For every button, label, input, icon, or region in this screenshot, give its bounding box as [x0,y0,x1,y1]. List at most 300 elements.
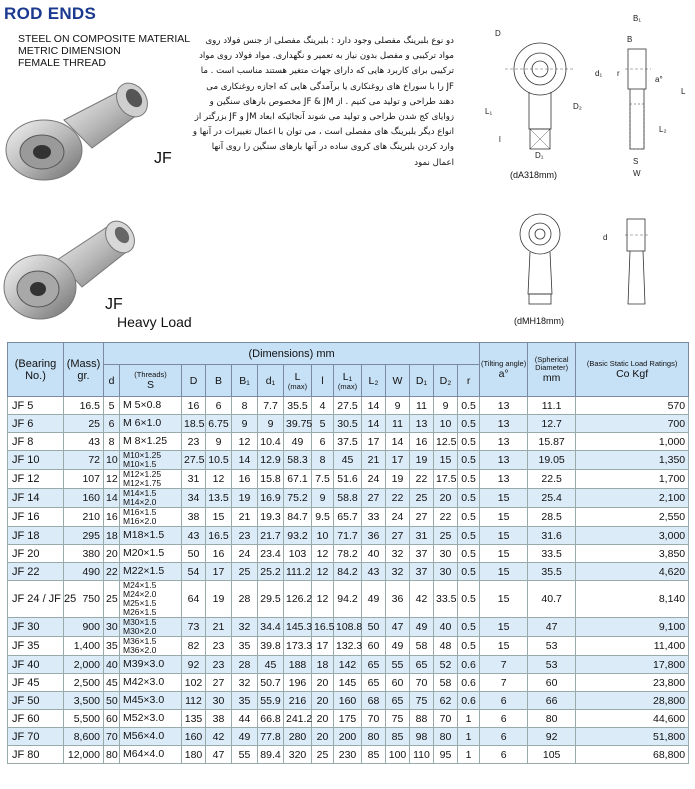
cell-D: 16 [182,397,206,415]
thread-size: M24×2.0 [123,589,157,599]
header-L [284,365,312,397]
cell-mass: 72 [64,451,104,470]
cell-B: 6.75 [206,415,232,433]
cell-D1: 27 [410,508,434,527]
cell-no: JF 80 [8,746,64,764]
table-row [8,433,689,451]
cell-co: 51,800 [576,728,689,746]
cell-D2: 40 [434,618,458,637]
cell-L: 126.2 [284,581,312,618]
cell-B1: 32 [232,674,258,692]
cell-L1: 175 [334,710,362,728]
cell-W: 11 [386,415,410,433]
cell-l: 7.5 [312,470,334,489]
thread-size: M16×2.0 [123,516,157,526]
cell-mass: 2,000 [64,656,104,674]
cell-L: 280 [284,728,312,746]
dim-label-S: S [633,157,639,166]
cell-threads [120,545,182,563]
cell-L2: 60 [362,637,386,656]
cell-B: 23 [206,637,232,656]
cell-d: 40 [104,656,120,674]
cell-d: 14 [104,489,120,508]
cell-D: 18.5 [182,415,206,433]
cell-D2: 58 [434,674,458,692]
thread-size: M25×1.5 [123,598,157,608]
header-L1-sub: (max) [337,381,358,391]
header-dimensions: (Dimensions) mm [104,343,480,365]
thread-size: M30×2.0 [123,626,157,636]
cell-D: 27.5 [182,451,206,470]
cell-B: 9 [206,433,232,451]
header-L1 [334,365,362,397]
cell-l: 8 [312,451,334,470]
cell-D1: 16 [410,433,434,451]
cell-l: 20 [312,674,334,692]
cell-W: 75 [386,710,410,728]
cell-D2: 17.5 [434,470,458,489]
header-d: d [104,365,120,397]
cell-threads [120,470,182,489]
cell-sph: 11.1 [528,397,576,415]
cell-d1: 29.5 [258,581,284,618]
cell-d1: 15.8 [258,470,284,489]
cell-D: 38 [182,508,206,527]
cell-threads [120,710,182,728]
cell-D2: 9 [434,397,458,415]
cell-B1: 25 [232,563,258,581]
header-L2: L₂ [362,365,386,397]
cell-no: JF 70 [8,728,64,746]
dim-label-a: a° [655,75,663,84]
cell-W: 36 [386,581,410,618]
cell-mass: 43 [64,433,104,451]
header-L1-text: L₁ [342,370,353,383]
header-threads [120,365,182,397]
cell-B1: 23 [232,527,258,545]
table-row [8,415,689,433]
cell-D: 50 [182,545,206,563]
cell-a: 7 [480,656,528,674]
cell-D1: 37 [410,563,434,581]
cell-r: 0.5 [458,415,480,433]
cell-D: 34 [182,489,206,508]
cell-D: 54 [182,563,206,581]
cell-L: 35.5 [284,397,312,415]
spec-table-body [8,397,689,764]
cell-d: 45 [104,674,120,692]
cell-mass: 750 [64,581,104,618]
cell-r: 0.6 [458,692,480,710]
cell-D: 73 [182,618,206,637]
cell-d: 60 [104,710,120,728]
cell-L2: 40 [362,545,386,563]
cell-l: 9.5 [312,508,334,527]
cell-l: 18 [312,656,334,674]
dim-label-l: l [499,135,501,144]
cell-L2: 14 [362,415,386,433]
thread-size: M30×1.5 [123,617,157,627]
table-row [8,728,689,746]
thread-size: M10×1.25 [123,450,162,460]
dim-label-L2: L₂ [659,125,667,134]
cell-sph: 22.5 [528,470,576,489]
header-spherical-text: (Spherical Diameter) [534,354,569,372]
cell-threads [120,618,182,637]
header-L-sub: (max) [287,381,308,391]
cell-threads [120,637,182,656]
spec-table [7,342,689,764]
cell-co: 8,140 [576,581,689,618]
cell-D1: 75 [410,692,434,710]
cell-D2: 30 [434,563,458,581]
dim-label-L1: L₁ [485,107,493,116]
header-L-text: L [294,370,301,383]
cell-no: JF 16 [8,508,64,527]
cell-r: 0.5 [458,508,480,527]
thread-size: M14×2.0 [123,497,157,507]
cell-r: 0.5 [458,527,480,545]
cell-mass: 16.5 [64,397,104,415]
description-text: دو نوع بلبرینگ مفصلی وجود دارد : بلبرینگ مفصلی از جنس فولاد روی مواد ترکیبی و مفصل بدون نیاز به تعمیر و نگهداری. مواد فولاد روی مواد ترکیبی برای کاربرد هایی که دارای جهات متغیر هستند مناسب است . ما JF را با سوراخ های روغنکاری یا برآمدگی هایی که اجازه روغنکاری می دهند طراحی و تولید می کنیم . از JF & JM مخصوص بارهای سنگین و زوایای کج شدن طراحی و تولید می شوند آنجائیکه ابعاد JM و JF بزرگتر از انواع دیگر بلبرینگ های مفصلی است ، می توان با اعمال تغییرات در آنها و وارد کردن بلبرینگ های کروی ساده در آنها بارهای سنگین را روی آنها اعمال نمود [192,36,454,168]
cell-l: 5 [312,415,334,433]
cell-B1: 28 [232,581,258,618]
cell-D2: 12.5 [434,433,458,451]
table-row [8,527,689,545]
cell-co: 28,800 [576,692,689,710]
cell-L1: 45 [334,451,362,470]
cell-D1: 65 [410,656,434,674]
cell-d: 30 [104,618,120,637]
cell-d: 18 [104,527,120,545]
cell-B1: 44 [232,710,258,728]
table-row [8,618,689,637]
cell-mass: 25 [64,415,104,433]
page-title: ROD ENDS [4,4,97,23]
cell-B: 47 [206,746,232,764]
cell-L1: 108.8 [334,618,362,637]
cell-L: 320 [284,746,312,764]
cell-co: 11,400 [576,637,689,656]
cell-L2: 36 [362,527,386,545]
cell-L: 145.3 [284,618,312,637]
cell-d1: 34.4 [258,618,284,637]
header-tilting-symbol: a° [498,367,509,380]
cell-L: 103 [284,545,312,563]
cell-L1: 37.5 [334,433,362,451]
cell-a: 15 [480,508,528,527]
cell-D2: 70 [434,710,458,728]
cell-L2: 65 [362,674,386,692]
dim-label-D1: D₁ [535,151,544,160]
cell-L1: 84.2 [334,563,362,581]
header-mass: (Mass) gr. [64,343,104,397]
cell-l: 12 [312,545,334,563]
cell-D1: 13 [410,415,434,433]
header-B: B [206,365,232,397]
cell-mass: 210 [64,508,104,527]
cell-sph: 35.5 [528,563,576,581]
cell-r: 0.5 [458,451,480,470]
cell-sph: 47 [528,618,576,637]
cell-B1: 8 [232,397,258,415]
cell-L1: 27.5 [334,397,362,415]
cell-no: JF 10 [8,451,64,470]
cell-a: 6 [480,746,528,764]
jf-heavy-label: JF [105,296,123,313]
cell-l: 10 [312,527,334,545]
drawing-caption-top: (dA318mm) [510,170,558,180]
thread-size: M 8×1.25 [123,435,168,447]
cell-B: 12 [206,470,232,489]
cell-D1: 22 [410,470,434,489]
cell-d1: 21.7 [258,527,284,545]
cell-B1: 35 [232,637,258,656]
cell-co: 2,550 [576,508,689,527]
table-row [8,470,689,489]
subtitle-line-1: STEEL ON COMPOSITE MATERIAL [18,33,191,45]
header-load-symbol: Co Kgf [616,367,649,380]
cell-d: 25 [104,581,120,618]
cell-B1: 21 [232,508,258,527]
cell-co: 3,850 [576,545,689,563]
cell-B1: 28 [232,656,258,674]
header-spherical-diameter [528,343,576,397]
cell-d1: 12.9 [258,451,284,470]
cell-d: 35 [104,637,120,656]
cell-r: 0.5 [458,545,480,563]
cell-D1: 58 [410,637,434,656]
cell-d: 22 [104,563,120,581]
cell-D2: 25 [434,527,458,545]
cell-r: 0.5 [458,581,480,618]
cell-sph: 31.6 [528,527,576,545]
cell-D1: 110 [410,746,434,764]
cell-mass: 107 [64,470,104,489]
table-row [8,545,689,563]
thread-size: M 6×1.0 [123,417,162,429]
cell-threads [120,674,182,692]
thread-size: M10×1.5 [123,459,157,469]
cell-D2: 95 [434,746,458,764]
cell-L1: 78.2 [334,545,362,563]
cell-a: 13 [480,470,528,489]
cell-B: 23 [206,656,232,674]
cell-D2: 15 [434,451,458,470]
cell-B1: 24 [232,545,258,563]
cell-D1: 11 [410,397,434,415]
cell-threads [120,728,182,746]
cell-sph: 33.5 [528,545,576,563]
cell-L1: 71.7 [334,527,362,545]
cell-B1: 32 [232,618,258,637]
cell-D2: 22 [434,508,458,527]
cell-D1: 31 [410,527,434,545]
thread-size: M52×3.0 [123,712,165,724]
cell-threads [120,692,182,710]
cell-mass: 490 [64,563,104,581]
cell-B: 38 [206,710,232,728]
cell-no: JF 20 [8,545,64,563]
cell-d: 50 [104,692,120,710]
cell-L: 196 [284,674,312,692]
header-D1: D₁ [410,365,434,397]
cell-D2: 30 [434,545,458,563]
cell-co: 1,700 [576,470,689,489]
cell-B: 17 [206,563,232,581]
thread-size: M39×3.0 [123,658,165,670]
thread-size: M16×1.5 [123,507,157,517]
dim-label-D2: D₂ [573,102,582,111]
cell-no: JF 8 [8,433,64,451]
header-tilting-text: (Tilting angle) [481,358,527,368]
cell-r: 0.6 [458,674,480,692]
header-W: W [386,365,410,397]
cell-d1: 55.9 [258,692,284,710]
cell-l: 20 [312,692,334,710]
cell-no: JF 60 [8,710,64,728]
cell-L1: 142 [334,656,362,674]
cell-B: 13.5 [206,489,232,508]
cell-D: 23 [182,433,206,451]
cell-D2: 20 [434,489,458,508]
cell-D: 135 [182,710,206,728]
thread-size: M64×4.0 [123,748,165,760]
cell-d1: 7.7 [258,397,284,415]
cell-d: 10 [104,451,120,470]
table-row [8,674,689,692]
header-tilting-angle [480,343,528,397]
cell-d1: 9 [258,415,284,433]
cell-D: 82 [182,637,206,656]
cell-threads [120,397,182,415]
cell-d: 80 [104,746,120,764]
cell-D2: 52 [434,656,458,674]
cell-L: 173.3 [284,637,312,656]
header-load-rating [576,343,689,397]
rod-end-jf-photo [4,70,154,185]
table-row [8,563,689,581]
cell-co: 1,000 [576,433,689,451]
cell-no: JF 45 [8,674,64,692]
cell-L1: 58.8 [334,489,362,508]
header-d1: d₁ [258,365,284,397]
thread-size: M14×1.5 [123,488,157,498]
cell-W: 14 [386,433,410,451]
cell-L2: 70 [362,710,386,728]
dim-label-W: W [633,169,641,178]
cell-threads [120,433,182,451]
dim-label-d1: d₁ [595,69,603,78]
cell-D1: 19 [410,451,434,470]
table-row [8,692,689,710]
cell-a: 15 [480,489,528,508]
cell-L: 84.7 [284,508,312,527]
cell-D1: 98 [410,728,434,746]
cell-no: JF 14 [8,489,64,508]
cell-a: 6 [480,692,528,710]
cell-L2: 50 [362,618,386,637]
cell-a: 13 [480,433,528,451]
thread-size: M12×1.25 [123,469,162,479]
cell-B1: 19 [232,489,258,508]
header-B1: B₁ [232,365,258,397]
cell-L1: 160 [334,692,362,710]
cell-D2: 80 [434,728,458,746]
cell-r: 1 [458,728,480,746]
cell-threads [120,563,182,581]
cell-l: 16.5 [312,618,334,637]
cell-L2: 24 [362,470,386,489]
thread-size: M 5×0.8 [123,399,162,411]
cell-a: 7 [480,674,528,692]
cell-L1: 145 [334,674,362,692]
thread-size: M12×1.75 [123,478,162,488]
cell-sph: 19.05 [528,451,576,470]
cell-L2: 14 [362,397,386,415]
header-D: D [182,365,206,397]
cell-d: 20 [104,545,120,563]
header-load-text: (Basic Static Load Ratings) [586,358,678,368]
cell-no: JF 5 [8,397,64,415]
cell-W: 47 [386,618,410,637]
thread-size: M22×1.5 [123,565,165,577]
table-row [8,508,689,527]
cell-L1: 94.2 [334,581,362,618]
cell-a: 13 [480,397,528,415]
header-threads-text: (Threads) [134,369,167,379]
cell-l: 25 [312,746,334,764]
cell-D: 102 [182,674,206,692]
cell-W: 9 [386,397,410,415]
cell-l: 9 [312,489,334,508]
cell-B: 6 [206,397,232,415]
cell-a: 13 [480,415,528,433]
cell-L: 49 [284,433,312,451]
cell-d1: 39.8 [258,637,284,656]
table-row [8,489,689,508]
cell-d1: 16.9 [258,489,284,508]
cell-L1: 65.7 [334,508,362,527]
cell-L: 241.2 [284,710,312,728]
cell-B1: 55 [232,746,258,764]
cell-r: 0.5 [458,470,480,489]
dim-label-d: d [603,233,608,242]
cell-L: 93.2 [284,527,312,545]
cell-L1: 132.3 [334,637,362,656]
cell-threads [120,489,182,508]
cell-D2: 10 [434,415,458,433]
cell-d1: 23.4 [258,545,284,563]
table-row [8,656,689,674]
cell-d1: 19.3 [258,508,284,527]
cell-B1: 14 [232,451,258,470]
cell-L2: 85 [362,746,386,764]
cell-D1: 49 [410,618,434,637]
cell-sph: 12.7 [528,415,576,433]
cell-B: 21 [206,618,232,637]
rod-end-jf-heavy-photo [2,205,152,325]
header-D2: D₂ [434,365,458,397]
cell-r: 1 [458,710,480,728]
drawing-caption-bottom: (dMH18mm) [514,316,565,326]
cell-d1: 89.4 [258,746,284,764]
cell-mass: 2,500 [64,674,104,692]
thread-size: M20×1.5 [123,547,165,559]
cell-r: 0.5 [458,489,480,508]
cell-B: 15 [206,508,232,527]
cell-r: 1 [458,746,480,764]
